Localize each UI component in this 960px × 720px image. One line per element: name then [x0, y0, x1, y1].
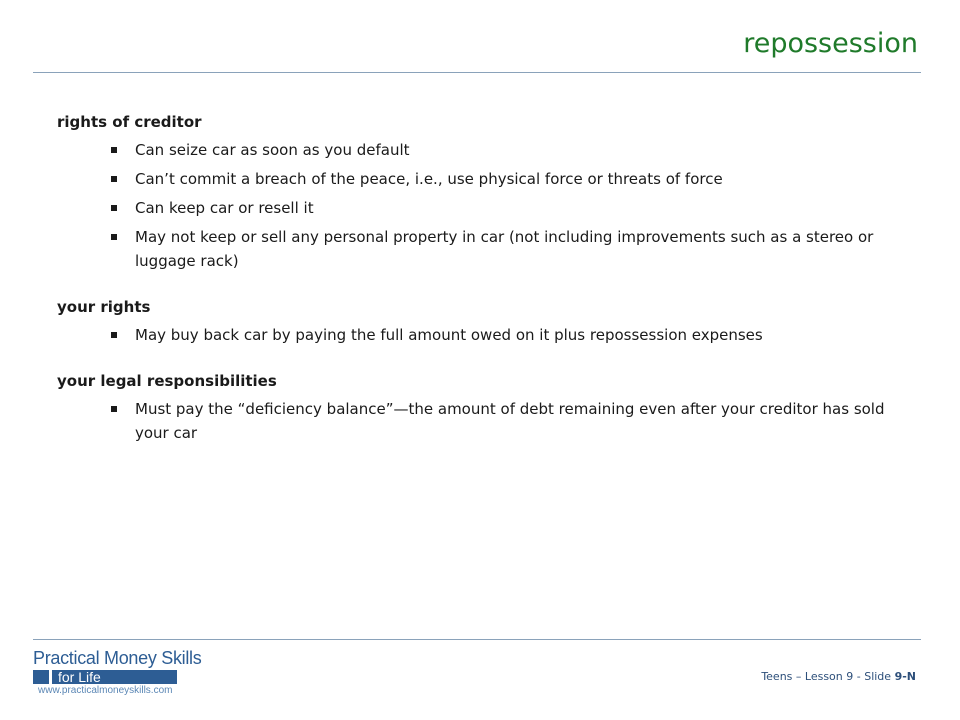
- bullet-list: [57, 138, 907, 273]
- slide-title: repossession: [743, 28, 918, 59]
- list-item: [57, 225, 907, 273]
- slide-footer: [761, 670, 916, 683]
- section-rights-of-creditor: [57, 110, 907, 273]
- section-heading: rights of creditor: [57, 113, 202, 131]
- square-bullet-icon: [111, 234, 117, 240]
- logo-subtitle: for Life: [52, 670, 177, 684]
- logo-url: www.practicalmoneyskills.com: [38, 685, 173, 696]
- list-item-text: Can’t commit a breach of the peace, i.e., use physical force or threats of force: [135, 170, 723, 188]
- practical-money-skills-logo: [33, 648, 203, 696]
- list-item-text: Can seize car as soon as you default: [135, 141, 410, 159]
- list-item: [57, 397, 907, 445]
- list-item: [57, 196, 907, 220]
- list-item: [57, 323, 907, 347]
- list-item: [57, 138, 907, 162]
- list-item-text: Can keep car or resell it: [135, 199, 314, 217]
- logo-title: Practical Money Skills: [33, 648, 202, 668]
- section-your-rights: [57, 295, 907, 347]
- top-divider: [33, 72, 921, 73]
- bullet-list: [57, 397, 907, 445]
- square-bullet-icon: [111, 176, 117, 182]
- square-bullet-icon: [111, 205, 117, 211]
- square-bullet-icon: [111, 406, 117, 412]
- square-bullet-icon: [111, 147, 117, 153]
- bullet-list: [57, 323, 907, 347]
- section-heading: your rights: [57, 298, 151, 316]
- list-item: [57, 167, 907, 191]
- list-item-text: Must pay the “deficiency balance”—the amount of debt remaining even after your creditor has sold your car: [135, 400, 885, 442]
- list-item-text: May buy back car by paying the full amount owed on it plus repossession expenses: [135, 326, 763, 344]
- bottom-divider: [33, 639, 921, 640]
- square-bullet-icon: [111, 332, 117, 338]
- logo-bar-icon: [33, 670, 49, 684]
- section-heading: your legal responsibilities: [57, 372, 277, 390]
- slide-content: [57, 110, 907, 467]
- section-your-legal-responsibilities: [57, 369, 907, 445]
- list-item-text: May not keep or sell any personal property in car (not including improvements such as a stereo or luggage rack): [135, 228, 874, 270]
- footer-slide-number: 9-N: [894, 670, 916, 683]
- footer-lesson-text: Teens – Lesson 9 - Slide: [761, 670, 895, 683]
